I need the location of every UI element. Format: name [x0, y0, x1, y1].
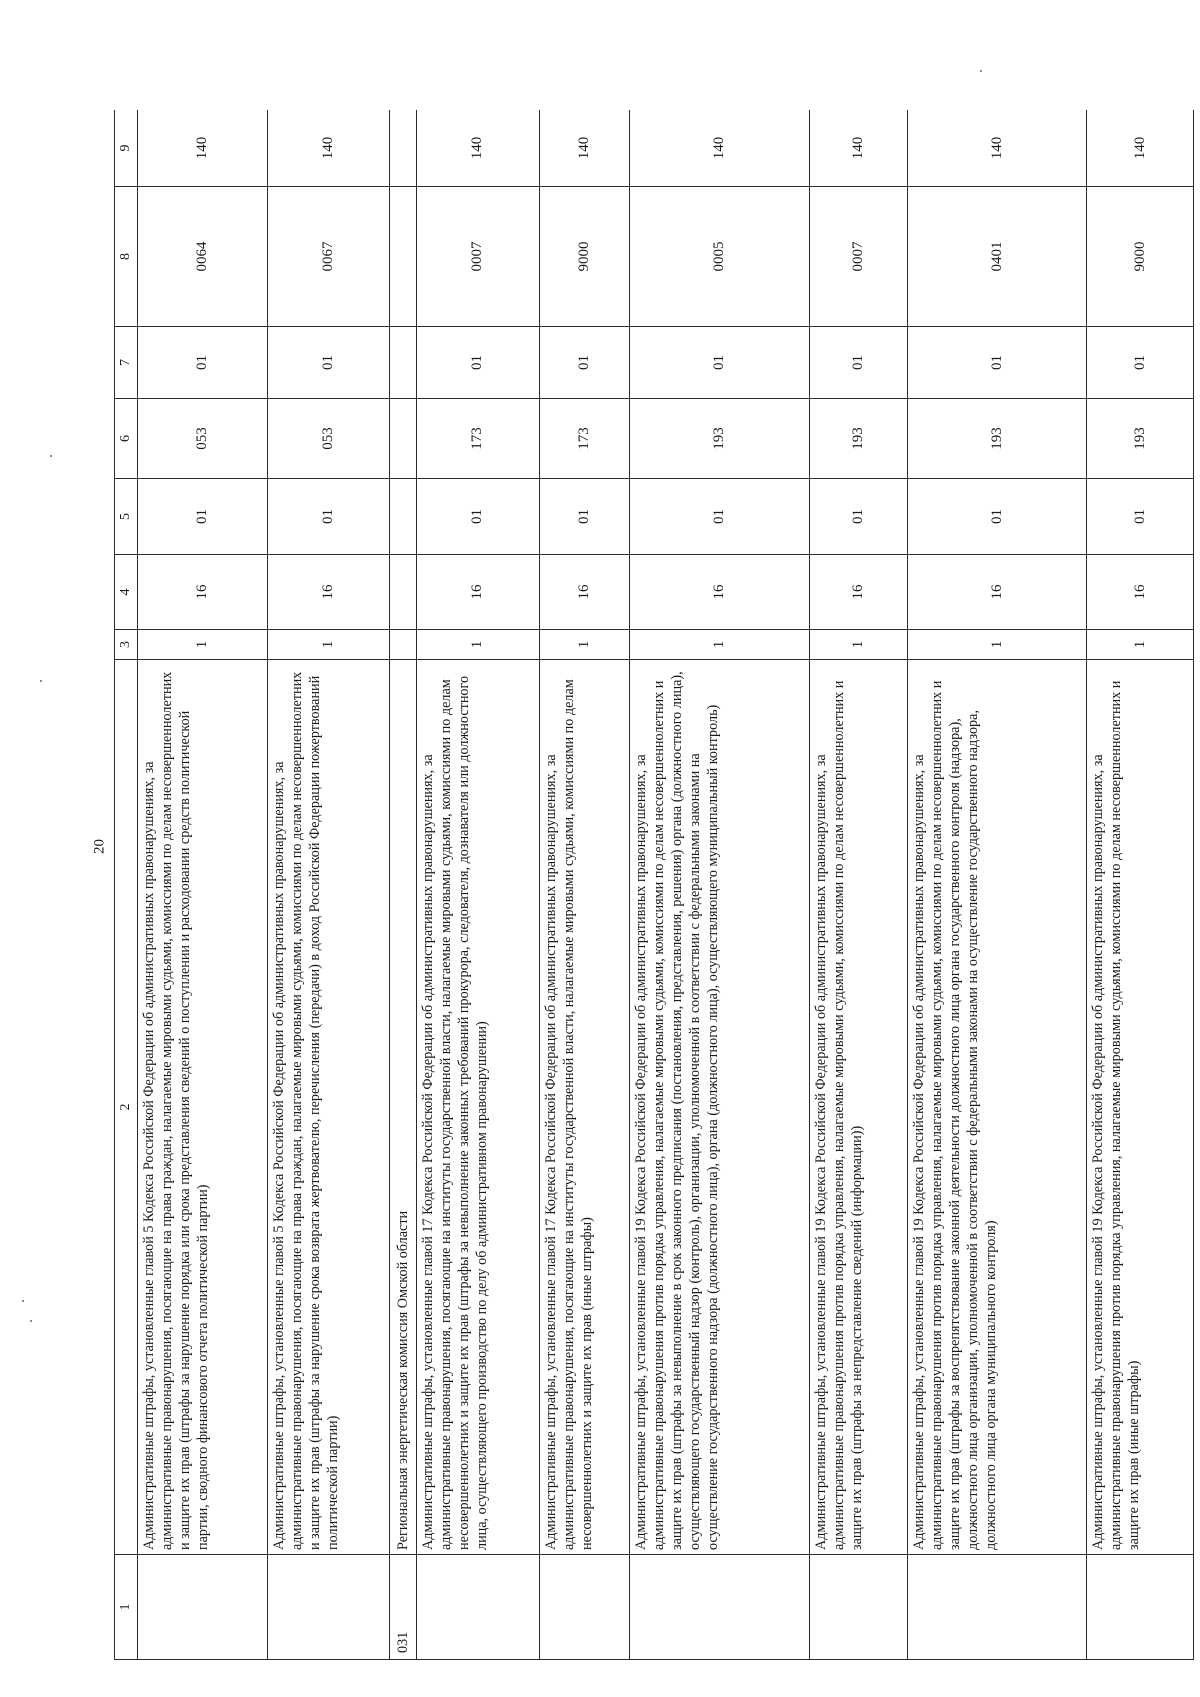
code-part-9: 140 — [630, 110, 809, 187]
code-part-8: 0401 — [907, 187, 1086, 327]
scan-speck — [40, 680, 42, 682]
header-col-6: 6 — [115, 399, 138, 479]
header-col-8: 8 — [115, 187, 138, 327]
code-part-8: 0005 — [630, 187, 809, 327]
description-cell: Административные штрафы, установленные главой 17 Кодекса Российской Федерации об административных правонарушениях, за административные правонарушения, посягающие на институты государственной власти, налагаемые мировыми судьями, комиссиями по делам несовершеннолетних и защите их прав (иные штрафы) — [539, 660, 629, 1555]
section-row — [390, 110, 417, 1660]
code-part-9: 140 — [907, 110, 1086, 187]
empty-cell — [390, 110, 417, 187]
code-part-9: 140 — [539, 110, 629, 187]
header-col-5: 5 — [115, 479, 138, 555]
table-row — [138, 110, 268, 1660]
admin-code-cell: 031 — [390, 1555, 417, 1660]
code-part-7: 01 — [630, 327, 809, 399]
admin-code-cell — [267, 1555, 390, 1660]
scan-speck — [50, 455, 52, 457]
admin-code-cell — [907, 1555, 1086, 1660]
code-part-8: 0007 — [417, 187, 540, 327]
section-title-cell: Региональная энергетическая комиссия Омской области — [390, 660, 417, 1555]
code-part-6: 053 — [267, 399, 390, 479]
code-part-9: 140 — [1087, 110, 1194, 187]
code-part-8: 9000 — [1087, 187, 1194, 327]
code-part-3: 1 — [138, 630, 268, 660]
rotated-table-frame — [114, 110, 1194, 1660]
code-part-5: 01 — [267, 479, 390, 555]
code-part-4: 16 — [267, 555, 390, 630]
empty-cell — [390, 479, 417, 555]
admin-code-cell — [630, 1555, 809, 1660]
code-part-8: 0064 — [138, 187, 268, 327]
code-part-6: 193 — [907, 399, 1086, 479]
code-part-6: 193 — [809, 399, 907, 479]
header-col-7: 7 — [115, 327, 138, 399]
code-part-4: 16 — [539, 555, 629, 630]
code-part-8: 0007 — [809, 187, 907, 327]
admin-code-cell — [138, 1555, 268, 1660]
code-part-4: 16 — [630, 555, 809, 630]
table-row — [630, 110, 809, 1660]
code-part-8: 0067 — [267, 187, 390, 327]
code-part-6: 193 — [630, 399, 809, 479]
code-part-5: 01 — [907, 479, 1086, 555]
code-part-6: 193 — [1087, 399, 1194, 479]
code-part-5: 01 — [809, 479, 907, 555]
description-cell: Административные штрафы, установленные главой 19 Кодекса Российской Федерации об административных правонарушениях, за административные правонарушения против порядка управления, налагаемые мировыми судьями, комиссиями по делам несовершеннолетних и защите их прав (штрафы за воспрепятствование законной деятельности должностного лица органа государственного контроля (надзора), должностного лица организации, уполномоченной в соответствии с федеральными законами на осуществление государственного надзора, должностного лица органа муниципального контроля) — [907, 660, 1086, 1555]
rotated-table-container — [114, 110, 1194, 1660]
code-part-6: 173 — [539, 399, 629, 479]
code-part-4: 16 — [138, 555, 268, 630]
code-part-9: 140 — [138, 110, 268, 187]
code-part-9: 140 — [809, 110, 907, 187]
table-row — [907, 110, 1086, 1660]
code-part-7: 01 — [267, 327, 390, 399]
code-part-6: 173 — [417, 399, 540, 479]
code-part-4: 16 — [417, 555, 540, 630]
table-row — [417, 110, 540, 1660]
code-part-8: 9000 — [539, 187, 629, 327]
code-part-4: 16 — [809, 555, 907, 630]
code-part-3: 1 — [539, 630, 629, 660]
code-part-7: 01 — [417, 327, 540, 399]
code-part-4: 16 — [1087, 555, 1194, 630]
scan-speck — [980, 70, 982, 72]
description-cell: Административные штрафы, установленные главой 19 Кодекса Российской Федерации об административных правонарушениях, за административные правонарушения против порядка управления, налагаемые мировыми судьями, комиссиями по делам несовершеннолетних и защите их прав (штрафы за невыполнение в срок законного предписания (постановления, представления, решения) органа (должностного лица), осуществляющего государственный надзор (контроль), организации, уполномоченной в соответствии с федеральными законами на осуществление государственного надзора (должностного лица), органа (должностного лица), осуществляющего муниципальный контроль) — [630, 660, 809, 1555]
description-cell: Административные штрафы, установленные главой 19 Кодекса Российской Федерации об административных правонарушениях, за административные правонарушения против порядка управления, налагаемые мировыми судьями, комиссиями по делам несовершеннолетних и защите их прав (иные штрафы) — [1087, 660, 1194, 1555]
table-row — [267, 110, 390, 1660]
code-part-5: 01 — [417, 479, 540, 555]
header-col-3: 3 — [115, 630, 138, 660]
code-part-7: 01 — [1087, 327, 1194, 399]
header-col-9: 9 — [115, 110, 138, 187]
admin-code-cell — [809, 1555, 907, 1660]
header-col-2: 2 — [115, 660, 138, 1555]
empty-cell — [390, 399, 417, 479]
empty-cell — [390, 630, 417, 660]
code-part-9: 140 — [417, 110, 540, 187]
code-part-3: 1 — [809, 630, 907, 660]
code-part-6: 053 — [138, 399, 268, 479]
code-part-3: 1 — [417, 630, 540, 660]
code-part-7: 01 — [539, 327, 629, 399]
code-part-5: 01 — [1087, 479, 1194, 555]
scan-speck — [30, 1320, 32, 1322]
code-part-3: 1 — [907, 630, 1086, 660]
code-part-5: 01 — [630, 479, 809, 555]
description-cell: Административные штрафы, установленные главой 5 Кодекса Российской Федерации об административных правонарушениях, за административные правонарушения, посягающие на права граждан, налагаемые мировыми судьями, комиссиями по делам несовершеннолетних и защите их прав (штрафы за нарушение срока возврата жертвователю, перечисления (передачи) в доход Российской Федерации пожертвований политической партии) — [267, 660, 390, 1555]
empty-cell — [390, 327, 417, 399]
admin-code-cell — [539, 1555, 629, 1660]
code-part-9: 140 — [267, 110, 390, 187]
code-part-4: 16 — [907, 555, 1086, 630]
table-row — [1087, 110, 1194, 1660]
code-part-3: 1 — [267, 630, 390, 660]
description-cell: Административные штрафы, установленные главой 5 Кодекса Российской Федерации об административных правонарушениях, за административные правонарушения, посягающие на права граждан, налагаемые мировыми судьями, комиссиями по делам несовершеннолетних и защите их прав (штрафы за нарушение порядка или срока представления сведений о поступлении и расходовании средств политической партии, сводного финансового отчета политической партии) — [138, 660, 268, 1555]
code-part-7: 01 — [809, 327, 907, 399]
empty-cell — [390, 187, 417, 327]
code-part-5: 01 — [539, 479, 629, 555]
code-part-5: 01 — [138, 479, 268, 555]
scan-speck — [22, 1300, 24, 1302]
description-cell: Административные штрафы, установленные главой 17 Кодекса Российской Федерации об административных правонарушениях, за административные правонарушения, посягающие на институты государственной власти, налагаемые мировыми судьями, комиссиями по делам несовершеннолетних и защите их прав (штрафы за невыполнение законных требований прокурора, следователя, дознавателя или должностного лица, осуществляющего производство по делу об административном правонарушении) — [417, 660, 540, 1555]
table-row — [539, 110, 629, 1660]
code-part-7: 01 — [138, 327, 268, 399]
code-part-7: 01 — [907, 327, 1086, 399]
admin-code-cell — [1087, 1555, 1194, 1660]
budget-codes-table — [114, 110, 1194, 1660]
table-header-row — [115, 110, 138, 1660]
page-number: 20 — [91, 839, 108, 854]
header-col-4: 4 — [115, 555, 138, 630]
header-col-1: 1 — [115, 1555, 138, 1660]
admin-code-cell — [417, 1555, 540, 1660]
table-row — [809, 110, 907, 1660]
code-part-3: 1 — [1087, 630, 1194, 660]
empty-cell — [390, 555, 417, 630]
code-part-3: 1 — [630, 630, 809, 660]
description-cell: Административные штрафы, установленные главой 19 Кодекса Российской Федерации об административных правонарушениях, за административные правонарушения против порядка управления, налагаемые мировыми судьями, комиссиями по делам несовершеннолетних и защите их прав (штрафы за непредставление сведений (информации)) — [809, 660, 907, 1555]
